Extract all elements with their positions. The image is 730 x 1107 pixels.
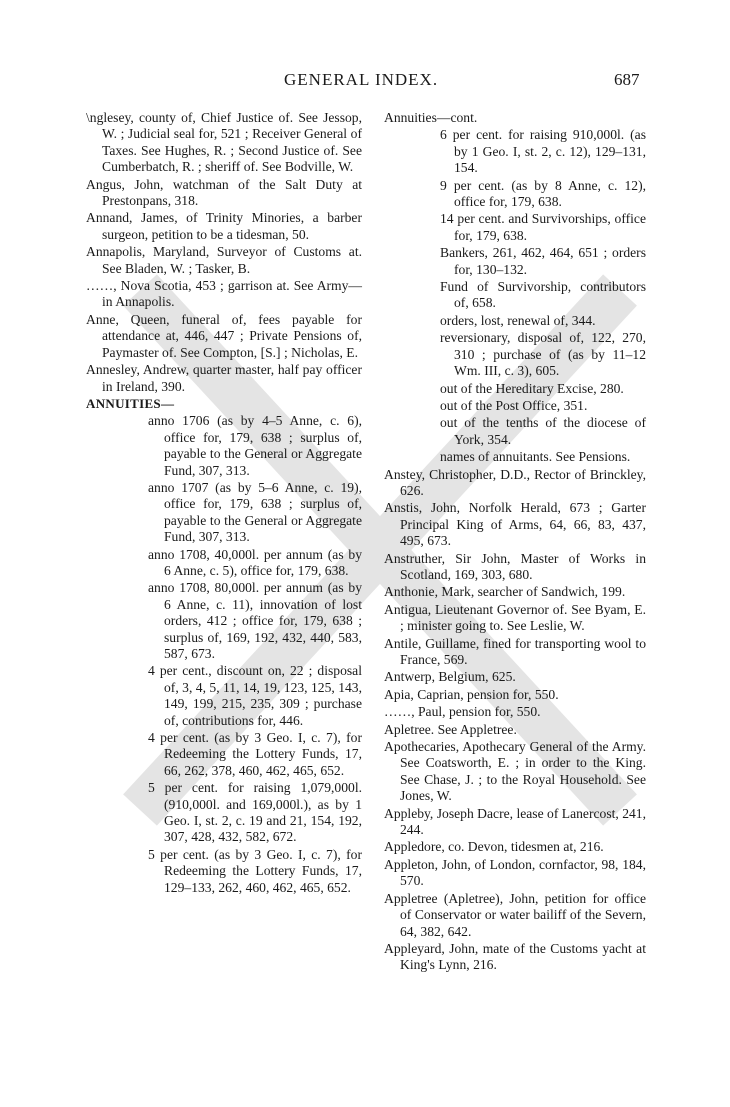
index-entry: ……, Paul, pension for, 550. — [384, 704, 541, 720]
index-entry: Anne, Queen, funeral of, fees payable for attendance at, 446, 447 ; Private Pensions of, Paymaster of. See Compton, [S.] ; Nicholas, E. — [86, 311, 362, 360]
index-entry: Anstis, John, Norfolk Herald, 673 ; Garter Principal King of Arms, 64, 66, 83, 437, 495, 673. — [384, 500, 646, 549]
index-entry: Antile, Guillame, fined for transporting wool to France, 569. — [384, 635, 646, 667]
index-subentry: out of the Hereditary Excise, 280. — [440, 380, 624, 396]
index-subentry: reversionary, disposal of, 122, 270, 310 ; purchase of (as by 11–12 Wm. III, c. 3), 605. — [440, 330, 646, 379]
index-subentry: names of annuitants. See Pensions. — [440, 449, 631, 465]
index-subentry: anno 1708, 40,000l. per annum (as by 6 Anne, c. 5), office for, 179, 638. — [148, 546, 362, 578]
index-subentry: Bankers, 261, 462, 464, 651 ; orders for, 130–132. — [440, 245, 646, 277]
index-entry: Apia, Caprian, pension for, 550. — [384, 686, 559, 702]
right-column — [384, 110, 646, 975]
index-subentry: 4 per cent. (as by 3 Geo. I, c. 7), for Redeeming the Lottery Funds, 17, 66, 262, 378, 460, 462, 465, 652. — [148, 730, 362, 778]
index-subentry: 4 per cent., discount on, 22 ; disposal of, 3, 4, 5, 11, 14, 19, 123, 125, 143, 149, 199, 215, 235, 309 ; purchase of, contributions for, 446. — [148, 663, 362, 728]
index-entry: Annuities—cont. — [384, 110, 478, 125]
index-entry: Apletree. See Appletree. — [384, 721, 517, 737]
index-subentry: orders, lost, renewal of, 344. — [440, 312, 596, 328]
index-entry: Annesley, Andrew, quarter master, half pay officer in Ireland, 390. — [86, 362, 362, 394]
index-subentry: 14 per cent. and Survivorships, office for, 179, 638. — [440, 211, 646, 243]
index-entry: Antwerp, Belgium, 625. — [384, 669, 516, 685]
index-entry: Antigua, Lieutenant Governor of. See Byam, E. ; minister going to. See Leslie, W. — [384, 601, 646, 634]
index-subentry: 5 per cent. (as by 3 Geo. I, c. 7), for Redeeming the Lottery Funds, 17, 129–133, 262, 460, 462, 465, 652. — [148, 846, 362, 895]
index-entry: Angus, John, watchman of the Salt Duty at Prestonpans, 318. — [86, 176, 362, 209]
index-entry: \nglesey, county of, Chief Justice of. See Jessop, W. ; Judicial seal for, 521 ; Receiver General of Taxes. See Hughes, R. ; Second Justice of. See Cumberbatch, R. ; sheriff of. See Bodville, W. — [86, 110, 362, 175]
index-subentry: 5 per cent. for raising 1,079,000l. (910,000l. and 169,000l.), as by 1 Geo. I, st. 2, c. 19 and 21, 154, 192, 307, 428, 432, 582, 672. — [148, 780, 362, 845]
index-entry: Appledore, co. Devon, tidesmen at, 216. — [384, 839, 604, 855]
index-entry: Annapolis, Maryland, Surveyor of Customs at. See Bladen, W. ; Tasker, B. — [86, 244, 362, 276]
index-entry: Anstruther, Sir John, Master of Works in Scotland, 169, 303, 680. — [384, 550, 646, 582]
index-entry: Appletree (Apletree), John, petition for office of Conservator or water bailiff of the Severn, 64, 382, 642. — [384, 890, 646, 939]
index-subentry: Fund of Survivorship, contributors of, 658. — [440, 279, 646, 311]
index-subentry: out of the tenths of the diocese of York, 354. — [440, 415, 646, 447]
index-subentry: out of the Post Office, 351. — [440, 397, 588, 413]
index-subentry: anno 1706 (as by 4–5 Anne, c. 6), office for, 179, 638 ; surplus of, payable to the General or Aggregate Fund, 307, 313. — [148, 413, 362, 478]
left-column — [86, 110, 362, 897]
index-entry: Apothecaries, Apothecary General of the Army. See Coatsworth, E. ; in order to the King. See Chase, J. ; to the Royal Household. See Jones, W. — [384, 739, 646, 804]
index-subentry: anno 1708, 80,000l. per annum (as by 6 Anne, c. 11), innovation of lost orders, 412 ; office for, 179, 638 ; surplus of, 169, 192, 432, 440, 583, 587, 673. — [148, 580, 362, 661]
index-entry: Anthonie, Mark, searcher of Sandwich, 199. — [384, 584, 626, 600]
index-entry: Annand, James, of Trinity Minories, a barber surgeon, petition to be a tidesman, 50. — [86, 210, 362, 242]
index-subentry: 9 per cent. (as by 8 Anne, c. 12), office for, 179, 638. — [440, 177, 646, 210]
index-entry: Appleton, John, of London, cornfactor, 98, 184, 570. — [384, 856, 646, 889]
index-heading: ANNUITIES— — [86, 395, 175, 411]
index-entry: Appleyard, John, mate of the Customs yacht at King's Lynn, 216. — [384, 940, 646, 973]
page-header — [0, 70, 730, 94]
index-entry: Appleby, Joseph Dacre, lease of Lanercost, 241, 244. — [384, 805, 646, 838]
index-subentry: 6 per cent. for raising 910,000l. (as by 1 Geo. I, st. 2, c. 12), 129–131, 154. — [440, 127, 646, 176]
index-entry: ……, Nova Scotia, 453 ; garrison at. See Army—in Annapolis. — [86, 278, 362, 310]
index-subentry: anno 1707 (as by 5–6 Anne, c. 19), office for, 179, 638 ; surplus of, payable to the General or Aggregate Fund, 307, 313. — [148, 479, 362, 545]
index-entry: Anstey, Christopher, D.D., Rector of Brinckley, 626. — [384, 466, 646, 498]
page-title: GENERAL INDEX. — [284, 70, 439, 89]
page-number: 687 — [614, 70, 640, 89]
